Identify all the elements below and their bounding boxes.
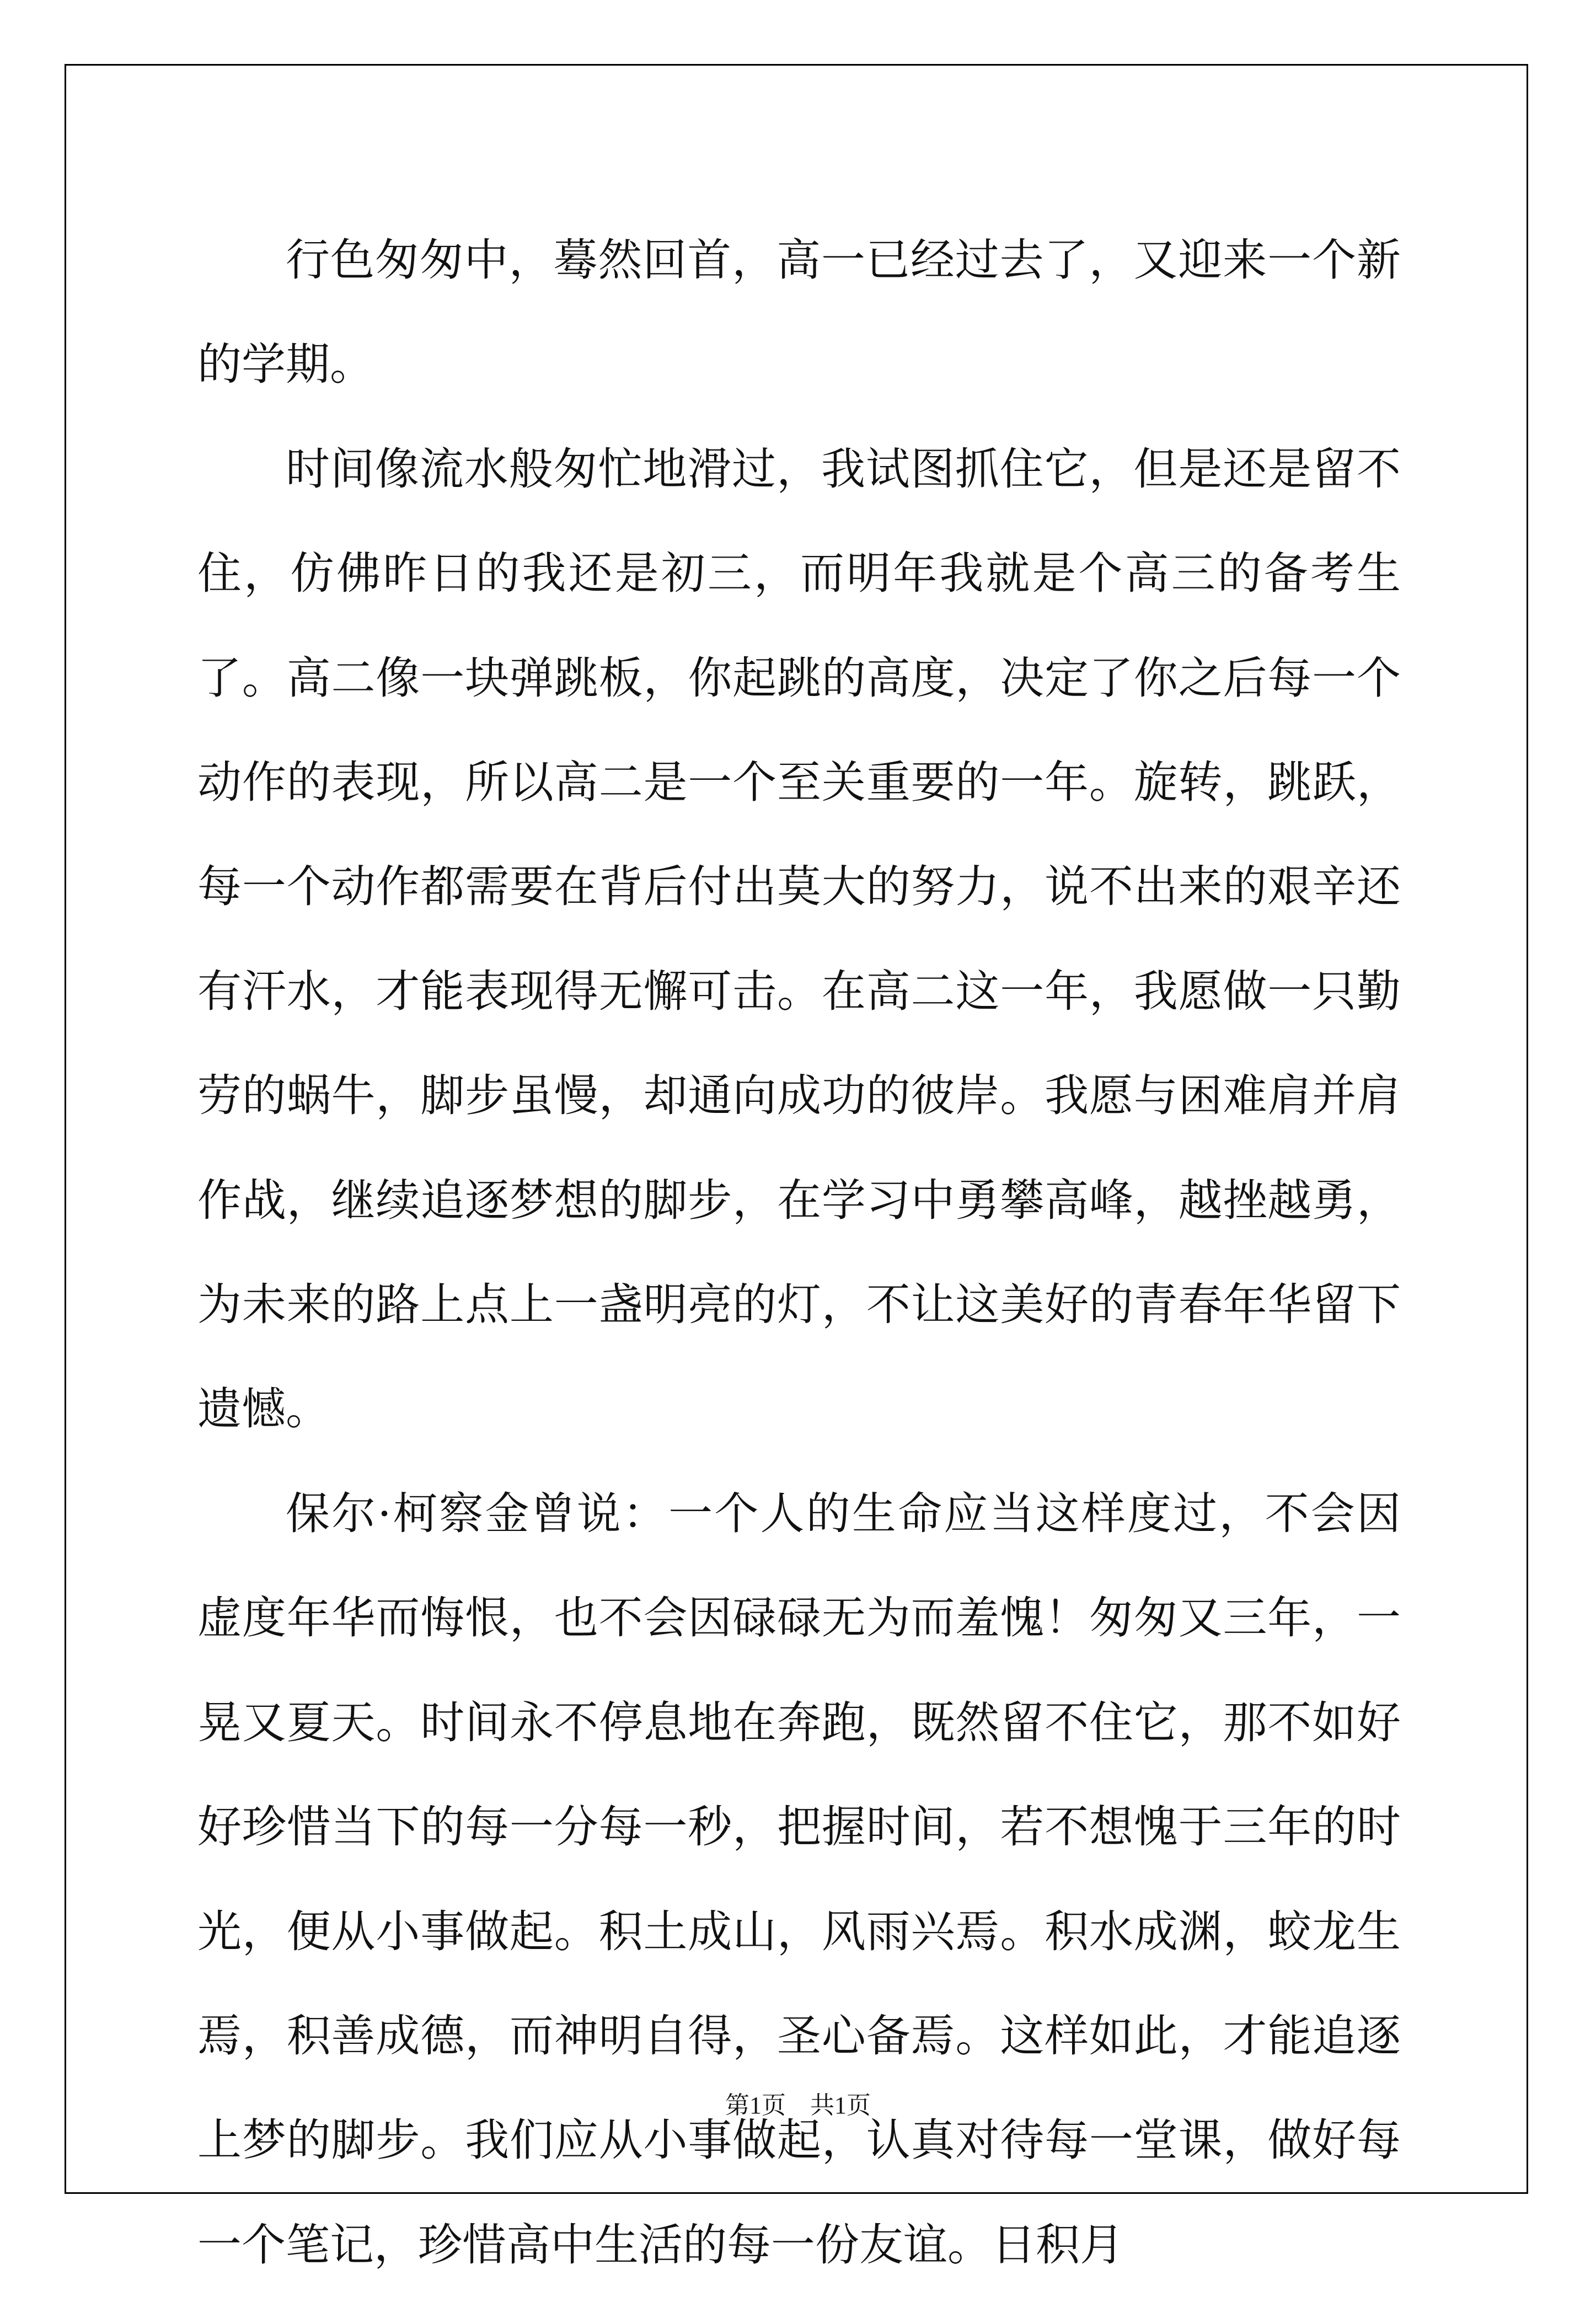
- paragraph-2: 时间像流水般匆忙地滑过，我试图抓住它，但是还是留不住，仿佛昨日的我还是初三，而明年我就是个高三的备考生了。高二像一块弹跳板，你起跳的高度，决定了你之后每一个动作的表现，所以高二是一个至关重要的一年。旋转，跳跃，每一个动作都需要在背后付出莫大的努力，说不出来的艰辛还有汗水，才能表现得无懈可击。在高二这一年，我愿做一只勤劳的蜗牛，脚步虽慢，却通向成功的彼岸。我愿与困难肩并肩作战，继续追逐梦想的脚步，在学习中勇攀高峰，越挫越勇，为未来的路上点上一盏明亮的灯，不让这美好的青春年华留下遗憾。: [197, 443, 1401, 1435]
- page-footer: [0, 2089, 1596, 2122]
- paragraph-1: 行色匆匆中，蓦然回首，高一已经过去了，又迎来一个新的学期。: [197, 234, 1401, 390]
- paragraph-3: 保尔·柯察金曾说：一个人的生命应当这样度过，不会因虚度年华而悔恨，也不会因碌碌无为而羞愧！匆匆又三年，一晃又夏天。时间永不停息地在奔跑，既然留不住它，那不如好好珍惜当下的每一分每一秒，把握时间，若不想愧于三年的时光，便从小事做起。积土成山，风雨兴焉。积水成渊，蛟龙生焉，积善成德，而神明自得，圣心备焉。这样如此，才能追逐上梦的脚步。我们应从小事做起，认真对待每一堂课，做好每一个笔记，珍惜高中生活的每一份友谊。日积月: [197, 1487, 1401, 2271]
- page-number: 第1页 共1页: [725, 2092, 871, 2119]
- document-body: [197, 208, 1401, 2297]
